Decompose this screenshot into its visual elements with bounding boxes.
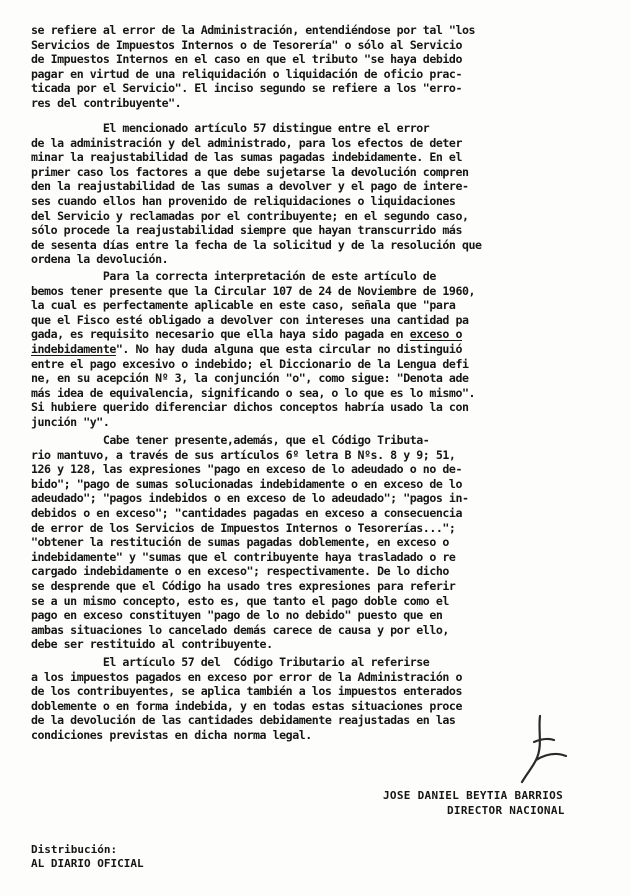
text-line: den la reajustabilidad de las sumas a devolver y el pago de intere- — [31, 179, 469, 194]
text-line: de sesenta días entre la fecha de la solicitud y de la resolución que — [31, 237, 482, 252]
text-line: bido"; "pago de sumas solucionadas indebidamente o en exceso de lo — [31, 476, 462, 491]
text-line: junción "y". — [31, 415, 110, 429]
text-line: sólo procede la reajustabilidad siempre que hayan transcurrido más — [31, 223, 462, 238]
signatory-title: DIRECTOR NACIONAL — [447, 804, 565, 817]
text-line: rio mantuvo, a través de sus artículos 6º letra B Nºs. 8 y 9; 51, — [31, 447, 456, 462]
text-line: ordena la devolución. — [31, 252, 169, 267]
text-line: más idea de equivalencia, significando o sea, o lo que es lo mismo". — [31, 385, 476, 400]
text-line: minar la reajustabilidad de las sumas pagadas indebidamente. En el — [31, 150, 462, 165]
distribution-label: Distribución: — [31, 843, 118, 856]
text-line: pagar en virtud de una reliquidación o liquidación de oficio prac- — [31, 66, 462, 81]
text-line: ne, en su acepción Nº 3, la conjunción "o", como sigue: "Denota ade — [31, 371, 469, 386]
text-line: El mencionado artículo 57 distingue entre el error — [31, 121, 430, 135]
text-line: indebidamente" y "sumas que el contribuyente haya trasladado o re — [31, 549, 456, 564]
text-line: cargado indebidamente o en exceso"; respectivamente. De lo dicho — [31, 564, 449, 579]
signature-mark — [510, 712, 580, 792]
text-line: ticada por el Servicio". El inciso segundo se refiere a los "erro- — [31, 81, 462, 96]
text-line: Servicios de Impuestos Internos o de Tesorería" o sólo al Servicio — [31, 37, 462, 52]
text-line: de la administración y del administrado, para los efectos de deter — [31, 135, 462, 150]
text-line: condiciones previstas en dicha norma legal. — [31, 728, 312, 742]
text-line: "obtener la restitución de sumas pagadas doblemente, en exceso o — [31, 535, 449, 550]
text-line: de error de los Servicios de Impuestos Internos o Tesorerías..."; — [31, 520, 456, 535]
text-line: doblemente o en forma indebida, y en todas estas situaciones proce — [31, 698, 462, 713]
text-line: pago en exceso constituyen "pago de lo no debido" puesto que en — [31, 608, 443, 623]
text-line: El artículo 57 del Código Tributario al referirse — [31, 655, 430, 669]
text-line: de los contribuyentes, se aplica también a los impuestos enterados — [31, 684, 462, 699]
text-line: de Impuestos Internos en el caso en que el tributo "se haya debido — [31, 52, 462, 67]
text-line: la cual es perfectamente aplicable en este caso, señala que "para — [31, 298, 456, 313]
text-line: se a un mismo concepto, esto es, que tanto el pago doble como el — [31, 593, 449, 608]
text-line: se refiere al error de la Administración, entendiéndose por tal "los — [31, 23, 476, 37]
underlined-phrase: indebidamente — [31, 342, 116, 356]
text-line: 126 y 128, las expresiones "pago en exceso de lo adeudado o no de- — [31, 462, 462, 477]
text-line: Para la correcta interpretación de este artículo de — [31, 269, 436, 283]
text-line: de la devolución de las cantidades debidamente reajustadas en las — [31, 713, 456, 728]
text-line: se desprende que el Código ha usado tres expresiones para referir — [31, 579, 456, 593]
text-line: debidos o en exceso"; "cantidades pagadas en exceso a consecuencia — [31, 506, 462, 520]
text-line: adeudado"; "pagos indebidos o en exceso de lo adeudado"; "pagos in- — [31, 491, 469, 506]
text-line: debe ser restituido al contribuyente. — [31, 637, 273, 652]
text-line: que el Fisco esté obligado a devolver con intereses una cantidad pa — [31, 312, 469, 327]
text-line: res del contribuyente". — [31, 96, 182, 110]
text-line: primer caso los factores a que debe sujetarse la devolución compren — [31, 164, 469, 179]
distribution-value: AL DIARIO OFICIAL — [31, 857, 144, 870]
text-line: ambas situaciones lo cancelado demás carece de causa y por ello, — [31, 622, 449, 637]
text-line: gada, es requisito necesario que ella haya sido pagada en exceso o — [31, 327, 462, 342]
text-line: ses cuando ellos han provenido de reliquidaciones o liquidaciones — [31, 194, 456, 208]
text-line: Cabe tener presente,además, que el Código Tributa- — [31, 433, 430, 447]
text-line: Si hubiere querido diferenciar dichos conceptos habría usado la con — [31, 400, 469, 415]
text-line: entre el pago excesivo o indebido; el Diccionario de la Lengua defi — [31, 356, 469, 371]
signatory-name: JOSE DANIEL BEYTIA BARRIOS — [383, 789, 563, 802]
text-line: indebidamente". No hay duda alguna que esta circular no distinguió — [31, 342, 462, 356]
underlined-phrase: exceso o — [409, 327, 462, 342]
text-line: del Servicio y reclamadas por el contribuyente; en el segundo caso, — [31, 208, 469, 223]
text-line: a los impuestos pagados en exceso por error de la Administración o — [31, 669, 462, 684]
text-line: bemos tener presente que la Circular 107 de 24 de Noviembre de 1960, — [31, 283, 476, 298]
